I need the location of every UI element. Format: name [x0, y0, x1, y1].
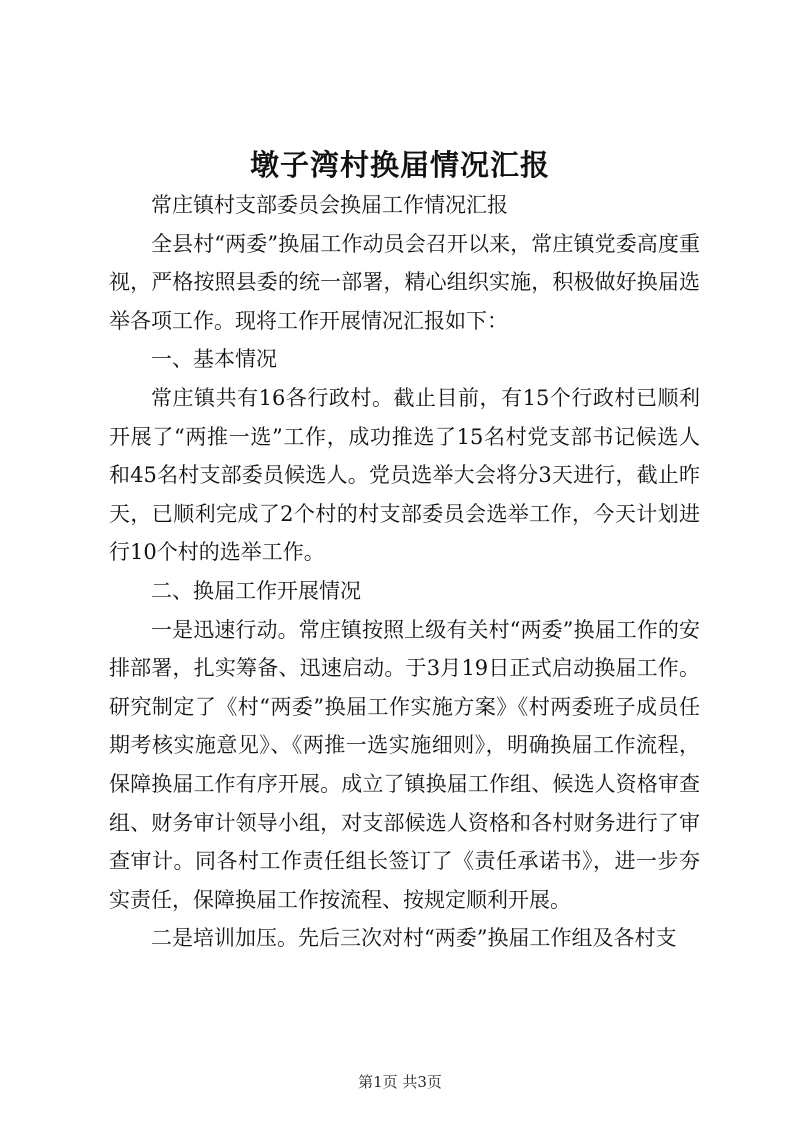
paragraph-intro: 全县村“两委”换届工作动员会召开以来，常庄镇党委高度重视，严格按照县委的统一部署，精心组织实施，积极做好换届选举各项工作。现将工作开展情况汇报如下：: [109, 231, 700, 333]
paragraph-rapid-action: 一是迅速行动。常庄镇按照上级有关村“两委”换届工作的安排部署，扎实筹备、迅速启动。于3月19日正式启动换届工作。研究制定了《村“两委”换届工作实施方案》《村两委班子成员任期考核实施意见》、《两推一选实施细则》，明确换届工作流程，保障换届工作有序开展。成立了镇换届工作组、候选人资格审查组、财务审计领导小组，对支部候选人资格和各村财务进行了审查审计。同各村工作责任组长签订了《责任承诺书》，进一步夯实责任，保障换届工作按流程、按规定顺利开展。: [109, 617, 700, 912]
paragraph-basic-situation: 常庄镇共有16各行政村。截止目前，有15个行政村已顺利开展了“两推一选”工作，成功推选了15名村党支部书记候选人和45名村支部委员候选人。党员选举大会将分3天进行，截止昨天，已顺利完成了2个村的村支部委员会选举工作，今天计划进行10个村的选举工作。: [109, 385, 700, 565]
paragraph-subtitle: 常庄镇村支部委员会换届工作情况汇报: [151, 193, 508, 217]
page-footer: 第1页 共3页: [358, 1073, 442, 1091]
paragraph-training: 二是培训加压。先后三次对村“两委”换届工作组及各村支: [151, 926, 677, 951]
document-title: 墩子湾村换届情况汇报: [249, 148, 550, 182]
section-heading-basic: 一、基本情况: [151, 347, 277, 372]
section-heading-progress: 二、换届工作开展情况: [151, 578, 361, 603]
document-body: [109, 186, 700, 958]
